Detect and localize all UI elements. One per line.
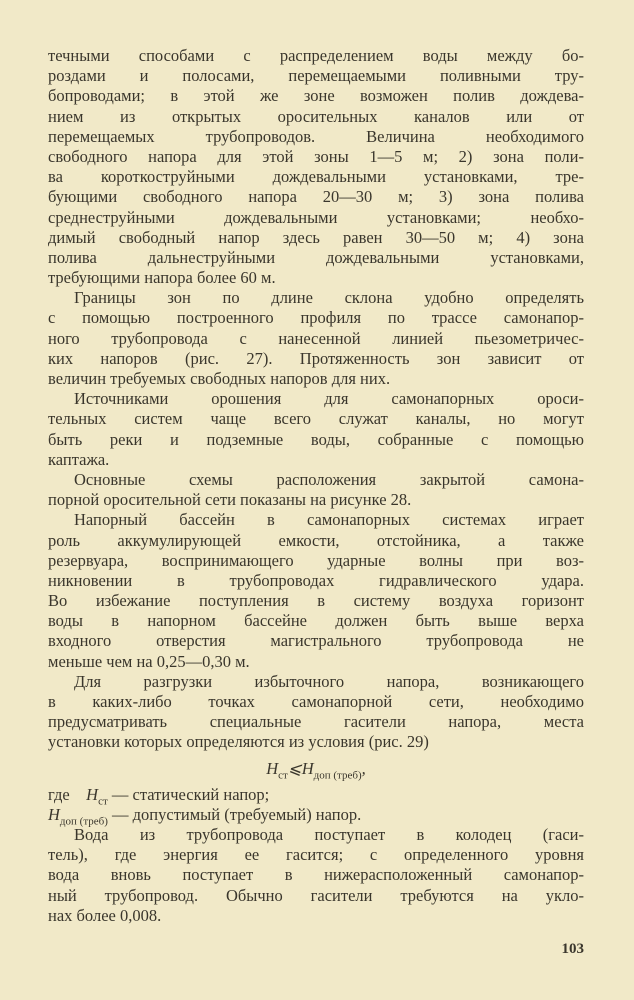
text-line: бующими свободного напора 20—30 м; 3) зона полива xyxy=(48,187,584,207)
text-line: роль аккумулирующей емкости, отстойника, а также xyxy=(48,530,584,550)
text-line: величин требуемых свободных напоров для них. xyxy=(48,369,391,388)
text-line: воды в напорном бассейне должен быть выше верха xyxy=(48,611,584,631)
text-line: установки которых определяются из условия (рис. 29) xyxy=(48,732,429,752)
text-line: ких напоров (рис. 27). Протяженность зон зависит от xyxy=(48,348,584,368)
paragraph xyxy=(48,389,584,470)
formula-operator: ⩽ xyxy=(287,758,302,778)
formula-lhs: H xyxy=(266,758,279,778)
body-text xyxy=(48,46,584,753)
text-line: Границы зон по длине склона удобно определять xyxy=(74,288,584,308)
definition-1 xyxy=(48,785,584,805)
paragraph xyxy=(48,46,584,288)
formula xyxy=(48,753,584,785)
definition-text: — статический напор; xyxy=(111,784,270,804)
text-line: свободного напора для этой зоны 1—5 м; 2) зона поли- xyxy=(48,146,584,166)
text-line: входного отверстия магистрального трубопровода не xyxy=(48,631,584,651)
paragraph xyxy=(48,470,584,510)
definition-symbol: H xyxy=(48,804,60,824)
paragraph xyxy=(48,288,584,389)
text-line: ный трубопровод. Обычно гасители требуются на укло- xyxy=(48,885,584,905)
text-line: меньше чем на 0,25—0,30 м. xyxy=(48,651,250,671)
paragraph xyxy=(48,510,584,672)
text-line: требующими напора более 60 м. xyxy=(48,268,276,288)
text-line: димый свободный напор здесь равен 30—50 м; 4) зона xyxy=(48,227,584,247)
text-line: предусматривать специальные гасители напора, места xyxy=(48,712,584,732)
formula-rhs: H xyxy=(301,758,314,778)
text-line: Напорный бассейн в самонапорных системах играет xyxy=(74,510,584,530)
text-line: быть реки и подземные воды, собранные с помощью xyxy=(48,429,584,449)
formula-lhs-sub: ст xyxy=(278,768,288,781)
formula-tail: , xyxy=(361,758,366,778)
text-line: ва короткоструйными дождевальными установками, тре- xyxy=(48,167,584,187)
text-line: с помощью построенного профиля по трассе самонапор- xyxy=(48,308,584,328)
text-line: в каких-либо точках самонапорной сети, необходимо xyxy=(48,692,584,711)
text-line: никновении в трубопроводах гидравлического удара. xyxy=(48,570,584,590)
definition-2 xyxy=(48,804,584,828)
text-line: роздами и полосами, перемещаемыми поливными тру- xyxy=(48,66,584,86)
text-line: Основные схемы расположения закрытой самона- xyxy=(74,469,584,489)
definition-sub: ст xyxy=(98,794,108,807)
definition-symbol: H xyxy=(86,784,99,804)
formula-rhs-sub: доп (треб) xyxy=(313,768,362,781)
final-paragraph xyxy=(48,825,584,926)
text-line: Источниками орошения для самонапорных ороси- xyxy=(74,389,584,409)
definition-sub: доп (треб) xyxy=(59,815,108,828)
text-line: каптажа. xyxy=(48,449,110,469)
text-line: бопроводами; в этой же зоне возможен полив дождева- xyxy=(48,86,584,106)
page-body xyxy=(48,46,584,926)
text-line: Вода из трубопровода поступает в колодец (гаси- xyxy=(74,824,584,844)
text-line: течными способами с распределением воды между бо- xyxy=(48,46,584,65)
text-line: перемещаемых трубопроводов. Величина необходимого xyxy=(48,126,584,146)
text-line: полива дальнеструйными дождевальными установками, xyxy=(48,247,584,267)
text-line: вода вновь поступает в нижерасположенный самонапор- xyxy=(48,865,584,885)
text-line: тель), где энергия ее гасится; с определенного уровня xyxy=(48,845,584,865)
definition-text: — допустимый (требуемый) напор. xyxy=(112,804,362,824)
paragraph xyxy=(48,672,584,753)
text-line: порной оросительной сети показаны на рисунке 28. xyxy=(48,490,412,510)
text-line: Для разгрузки избыточного напора, возникающего xyxy=(74,671,584,691)
definition-prefix: где xyxy=(48,784,70,804)
text-line: резервуара, воспринимающего ударные волны при воз- xyxy=(48,550,584,570)
text-line: нах более 0,008. xyxy=(48,905,162,925)
text-line: ного трубопровода с нанесенной линией пьезометричес- xyxy=(48,328,584,348)
page-number: 103 xyxy=(561,941,584,957)
text-line: Во избежание поступления в систему воздуха горизонт xyxy=(48,591,584,611)
text-line: нием из открытых оросительных каналов или от xyxy=(48,106,584,126)
text-line: тельных систем чаще всего служат каналы, но могут xyxy=(48,409,584,429)
text-line: среднеструйными дождевальными установками; необхо- xyxy=(48,207,584,227)
